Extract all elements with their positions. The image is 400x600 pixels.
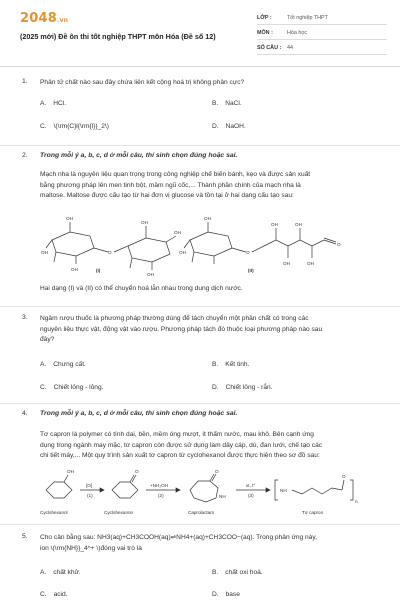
option-d[interactable] — [212, 591, 240, 598]
o-label: O — [337, 242, 341, 247]
open-chain — [264, 240, 324, 246]
option-a[interactable] — [40, 361, 86, 368]
o-label: O — [342, 474, 346, 479]
step1-number: (1) — [87, 493, 93, 498]
question-divider — [0, 403, 400, 404]
option-text: NaCl. — [225, 100, 242, 107]
o-label: O — [246, 250, 250, 255]
o-label: O — [108, 250, 112, 255]
step3-number: (3) — [248, 493, 254, 498]
oh-label: OH — [141, 220, 148, 225]
option-letter: D. — [212, 384, 219, 391]
option-text: HCl. — [53, 100, 67, 107]
option-letter: A. — [40, 361, 47, 368]
meta-row-count — [257, 42, 387, 55]
logo-main: 2048 — [20, 11, 57, 26]
meta-row-subject — [257, 27, 387, 40]
glucose-ring — [128, 238, 170, 262]
option-d[interactable] — [212, 384, 273, 391]
option-text: chất oxi hoá. — [225, 569, 263, 576]
option-d[interactable] — [212, 123, 246, 130]
paragraph-line: ion \(\rm{NH}}_4^+ \)đóng vai trò là — [40, 544, 142, 552]
option-b[interactable] — [212, 569, 263, 576]
nh-label: NH — [219, 494, 226, 499]
oh-label: OH — [307, 261, 314, 266]
paragraph-line: chi tiết máy,... Một quy trình sản xuất tơ capron từ cyclohexanol được thực hiện theo sơ đồ sau: — [40, 452, 320, 459]
question-paragraph — [40, 533, 380, 554]
header-divider — [0, 66, 400, 67]
meta-value: Tốt nghiệp THPT — [287, 15, 328, 21]
question-divider — [0, 306, 400, 307]
o-label: O — [215, 469, 219, 474]
logo-suffix: .vn — [56, 17, 69, 24]
paragraph-line: đây? — [40, 336, 55, 343]
question-divider — [0, 145, 400, 146]
option-letter: A. — [40, 569, 47, 576]
option-letter: C. — [40, 384, 47, 391]
meta-value: Hóa học — [287, 30, 308, 36]
option-text: Chưng cất. — [53, 361, 86, 368]
oh-label: OH — [41, 250, 48, 255]
compound-label: Caprolactam — [188, 510, 215, 515]
step2-reagent: +NH₂OH — [150, 483, 168, 488]
question-paragraph — [40, 314, 380, 346]
oh-label: OH — [179, 250, 186, 255]
question-number: 3. — [22, 314, 28, 321]
step3-conditions: xt, t° — [246, 483, 256, 488]
paragraph-line: Cho cân bằng sau: NH3(aq)+CH3COOH(aq)⇌NH4+(aq)+CH3COO−(aq). Trong phản ứng này, — [40, 534, 317, 541]
option-letter: D. — [212, 591, 219, 598]
figure-caption: Hai dạng (I) và (II) có thể chuyển hoá lẫn nhau trong dung dịch nước. — [40, 285, 243, 292]
oh-label: OH — [283, 261, 290, 266]
maltose-structures-figure — [40, 210, 360, 276]
oh-label: OH — [295, 222, 302, 227]
compound-label: Tơ capron — [302, 510, 324, 515]
question-number: 4. — [22, 410, 28, 417]
oh-label: OH — [66, 216, 73, 221]
option-letter: D. — [212, 123, 219, 130]
nh-label: NH — [280, 488, 287, 493]
step2-number: (2) — [158, 493, 164, 498]
meta-key: SỐ CÂU : — [257, 45, 282, 51]
option-letter: B. — [212, 569, 219, 576]
meta-value: 44 — [287, 45, 293, 51]
exam-title: (2025 mới) Đề ôn thi tốt nghiệp THPT môn Hóa (Đề số 12) — [20, 32, 216, 41]
compound-label: Cyclohexanol — [40, 510, 68, 515]
oh-label: OH — [147, 272, 154, 276]
paragraph-line: maltose. Maltose được cấu tạo từ hai đơn vị glucose và tồn tại ở hai dạng cấu tạo sau: — [40, 192, 294, 199]
question-paragraph — [40, 430, 380, 462]
option-letter: C. — [40, 591, 47, 598]
option-b[interactable] — [212, 100, 242, 107]
paragraph-line: Tơ capron là polymer có tính dai, bền, mềm óng mượt, ít thấm nước, mau khô. Bên cạnh ứng — [40, 431, 314, 438]
oh-label: OH — [174, 230, 181, 235]
question-heading: Trong mỗi ý a, b, c, d ở mỗi câu, thí sinh chọn đúng hoặc sai. — [40, 152, 238, 159]
option-text: Kết tinh. — [225, 361, 250, 368]
glucose-ring — [190, 232, 232, 256]
option-letter: C. — [40, 123, 47, 130]
option-letter: B. — [212, 100, 219, 107]
option-text: NaOH. — [225, 123, 246, 130]
cyclohexane-ring — [46, 482, 72, 498]
oh-label: OH — [67, 469, 74, 474]
capron-synthesis-scheme — [40, 466, 360, 518]
oh-label: OH — [71, 267, 78, 272]
question-paragraph — [40, 170, 380, 202]
option-a[interactable] — [40, 569, 81, 576]
option-text: acid. — [53, 591, 68, 598]
question-number: 1. — [22, 78, 28, 85]
step1-reagent: [O] — [86, 483, 93, 488]
structure-label-1: (I) — [96, 268, 101, 273]
option-text: Chiết lỏng - rắn. — [225, 384, 273, 391]
option-letter: A. — [40, 100, 47, 107]
paragraph-line: dụng trong ngành may mặc, tơ capron còn được sử dụng làm dây cáp, dù, đan lưới, chế tạo các — [40, 441, 323, 449]
option-c[interactable] — [40, 384, 103, 391]
exam-meta — [257, 12, 387, 57]
question-number: 2. — [22, 152, 28, 159]
option-letter: B. — [212, 361, 219, 368]
question-divider — [0, 524, 400, 525]
structure-label-2: (II) — [248, 268, 254, 273]
meta-key: LỚP : — [257, 15, 272, 21]
option-text: chất khử. — [53, 569, 81, 576]
page-header — [0, 0, 400, 72]
site-logo[interactable] — [20, 11, 68, 26]
n-subscript: n — [355, 499, 358, 504]
question-heading: Trong mỗi ý a, b, c, d ở mỗi câu, thí sinh chọn đúng hoặc sai. — [40, 410, 238, 417]
option-c[interactable] — [40, 591, 68, 598]
compound-label: Cyclohexanon — [104, 510, 134, 515]
question-number: 5. — [22, 533, 28, 540]
option-text: Chiết lỏng - lỏng. — [53, 384, 104, 391]
option-text: base — [225, 591, 240, 598]
paragraph-line: nguyên liệu thực vật, động vật vào rượu. Phương pháp tách đó thuộc loại phương pháp nào sau — [40, 325, 323, 333]
oh-label: OH — [204, 216, 211, 221]
glucose-ring — [52, 232, 94, 256]
meta-row-class — [257, 12, 387, 25]
option-c[interactable] — [40, 123, 109, 130]
option-text: \(\rm{C}l{\rm{l}}_2\) — [53, 123, 109, 130]
paragraph-line: Ngâm rượu thuốc là phương pháp thường dùng để tách chuyển một phần chất có trong các — [40, 315, 309, 322]
question-text: Phân tử chất nào sau đây chứa liên kết cộng hoá trị không phân cực? — [40, 79, 245, 86]
o-label: O — [135, 469, 139, 474]
paragraph-line: bằng phương pháp lên men tinh bột, mầm ngũ cốc,... Thành phần chính của mạch nha là — [40, 181, 301, 189]
meta-key: MÔN : — [257, 30, 273, 36]
option-a[interactable] — [40, 100, 66, 107]
paragraph-line: Mạch nha là nguyên liệu quan trọng trong công nghiệp chế biến bánh, kẹo và được sản xuất — [40, 171, 311, 178]
caprolactam-ring — [190, 481, 218, 502]
cyclohexane-ring — [112, 482, 138, 498]
oh-label: OH — [271, 222, 278, 227]
option-b[interactable] — [212, 361, 249, 368]
